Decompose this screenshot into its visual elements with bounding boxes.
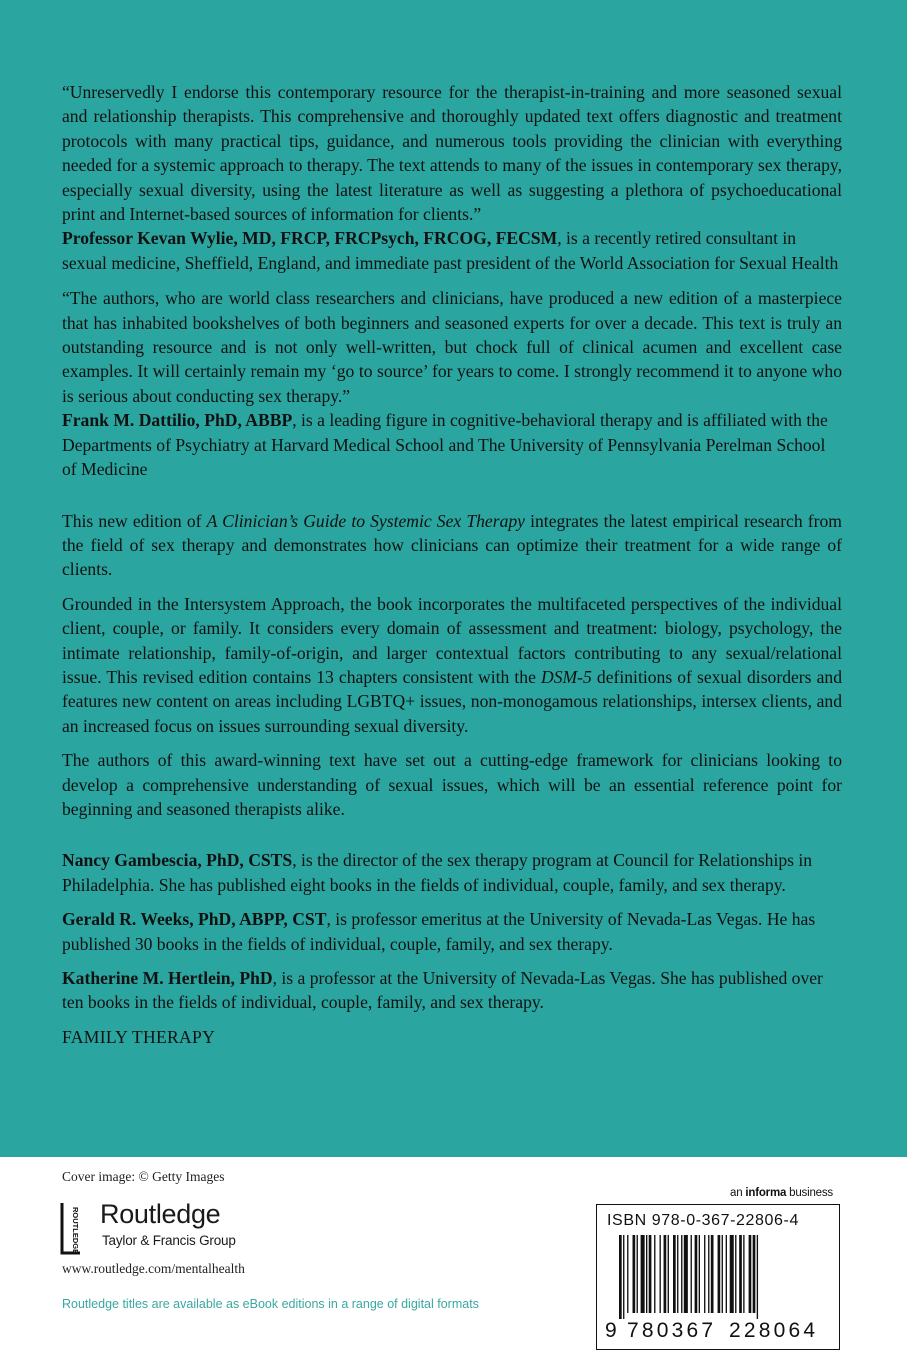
publisher-name: Routledge (100, 1199, 221, 1229)
endorser-affiliation-2: , is a leading figure in cognitive-behavioral therapy and is affiliated with the Departments of Psychiatry at Harvard Medical School and The University of Pennsylvania Perelman School of Medicine (62, 410, 828, 480)
routledge-mark-text: ROUTLEDGE (71, 1207, 80, 1255)
back-cover-text (62, 80, 842, 1049)
barcode-bar (722, 1235, 723, 1313)
endorsement-attribution-2 (62, 408, 842, 481)
author-bio-3: Katherine M. Hertlein, PhD, is a professor at the University of Nevada-Las Vegas. She has published over ten books in the fields of individual, couple, family, and sex therapy. (62, 968, 823, 1013)
barcode-bar (749, 1235, 752, 1313)
subject-category: FAMILY THERAPY (62, 1026, 216, 1047)
barcode-bar (681, 1235, 682, 1313)
barcode-bar (646, 1235, 647, 1313)
barcode-bar (684, 1235, 688, 1313)
author-name-2: Gerald R. Weeks, PhD, ABPP, CST (62, 909, 327, 930)
informa-tagline: an informa business (730, 1187, 833, 1199)
barcode-bar (677, 1235, 678, 1313)
author-bio-1: Nancy Gambescia, PhD, CSTS, is the director of the sex therapy program at Council for Relationships in Philadelphia. She has published eight books in the fields of individual, couple, family, and sex therapy. (62, 850, 813, 895)
barcode-bar (699, 1235, 700, 1313)
barcode-bar (654, 1235, 655, 1313)
barcode-bar (735, 1235, 736, 1313)
barcode-icon (605, 1235, 831, 1319)
ebook-note: Routledge titles are available as eBook editions in a range of digital formats (62, 1297, 479, 1311)
publisher-footer (0, 1157, 907, 1360)
cover-image-credit: Cover image: © Getty Images (62, 1169, 225, 1184)
barcode-bar (673, 1235, 676, 1313)
barcode-bar (627, 1235, 628, 1313)
barcode-bar (664, 1235, 667, 1313)
barcode-bar (637, 1235, 638, 1313)
endorser-affiliation-1: , is a recently retired consultant in sexual medicine, Sheffield, England, and immediate past president of the World Association for Sexual Health (62, 228, 839, 273)
author-bio-2: Gerald R. Weeks, PhD, ABPP, CST, is professor emeritus at the University of Nevada-Las Vegas. He has published 30 books in the fields of individual, couple, family, and sex therapy. (62, 909, 816, 954)
endorsement-quote-2: “The authors, who are world class researchers and clinicians, have produced a new edition of a masterpiece that has inhabited bookshelves of both beginners and seasoned experts for over a decade. This text is truly an outstanding resource and is not only well-written, but chock full of clinical acumen and excellent case examples. It will certainly remain my ‘go to source’ for years to come. I strongly recommend it to anyone who is serious about conducting sex therapy.” (62, 288, 842, 406)
barcode-digits-right: 228064 (729, 1319, 819, 1342)
endorser-name-2: Frank M. Dattilio, PhD, ABBP (62, 410, 293, 431)
routledge-logo (60, 1199, 320, 1257)
barcode-bar (718, 1235, 721, 1313)
endorsement-quote-1: “Unreservedly I endorse this contemporary resource for the therapist-in-training and more seasoned sexual and relationship therapists. This comprehensive and thoroughly updated text offers diagnostic and treatment protocols with many practical tips, guidance, and numerous tools providing the clinician with everything needed for a systemic approach to therapy. The text attends to many of the issues in contemporary sex therapy, especially sexual diversity, using the latest literature as well as suggesting a plethora of psychoeducational print and Internet-based sources of information for clients.” (62, 82, 842, 225)
barcode-bar (623, 1235, 624, 1319)
publisher-website: www.routledge.com/mentalhealth (62, 1261, 245, 1276)
dsm-reference: DSM-5 (541, 666, 592, 687)
author-name-1: Nancy Gambescia, PhD, CSTS (62, 850, 293, 871)
barcode-bar (739, 1235, 742, 1313)
description-paragraph-2: Grounded in the Intersystem Approach, the book incorporates the multifaceted perspectives of the individual client, couple, or family. It considers every domain of assessment and treatment: biology, psychology, the intimate relationship, family-of-origin, and larger contextual factors contributing to any sexual/relational issue. This revised edition contains 13 chapters consistent with the DSM-5 definitions of sexual disorders and features new content on areas including LGBTQ+ issues, non-monogamous relationships, intersex clients, and an increased focus on issues surrounding sexual diversity. (62, 593, 842, 736)
endorsement-attribution-1 (62, 226, 842, 275)
barcode-bar (691, 1235, 692, 1313)
barcode-bar (711, 1235, 714, 1313)
publisher-group: Taylor & Francis Group (102, 1233, 236, 1248)
barcode-bar (695, 1235, 698, 1313)
barcode-bar (633, 1235, 636, 1313)
routledge-mark-icon (60, 1201, 86, 1255)
barcode-bar (649, 1235, 652, 1313)
barcode-bar (726, 1235, 727, 1313)
barcode-bar (708, 1235, 709, 1313)
description-paragraph-1: This new edition of A Clinician’s Guide to Systemic Sex Therapy integrates the latest empirical research from the field of sex therapy and demonstrates how clinicians can optimize their treatment for a wide range of clients. (62, 510, 842, 580)
informa-wordmark: informa (745, 1187, 787, 1199)
book-title: A Clinician’s Guide to Systemic Sex Therapy (206, 510, 525, 531)
barcode-bar (757, 1235, 758, 1319)
isbn-label: ISBN 978-0-367-22806-4 (607, 1212, 799, 1229)
barcode-bar (641, 1235, 645, 1313)
barcode-bar (753, 1235, 756, 1313)
barcode-bar (660, 1235, 661, 1313)
barcode-digits-left: 780367 (627, 1319, 717, 1342)
description-paragraph-3: The authors of this award-winning text have set out a cutting-edge framework for clinicians looking to develop a comprehensive understanding of sexual issues, which will be an essential reference point for beginning and seasoned therapists alike. (62, 750, 842, 819)
barcode-bar (730, 1235, 734, 1313)
barcode-bar (668, 1235, 669, 1313)
barcode-bar (704, 1235, 705, 1313)
barcode-digit-prefix: 9 (605, 1319, 617, 1342)
author-name-3: Katherine M. Hertlein, PhD (62, 968, 273, 988)
isbn-barcode-block (596, 1204, 840, 1350)
barcode-bar (619, 1235, 622, 1319)
endorser-name-1: Professor Kevan Wylie, MD, FRCP, FRCPsych, FRCOG, FECSM (62, 228, 558, 249)
barcode-bar (743, 1235, 744, 1313)
